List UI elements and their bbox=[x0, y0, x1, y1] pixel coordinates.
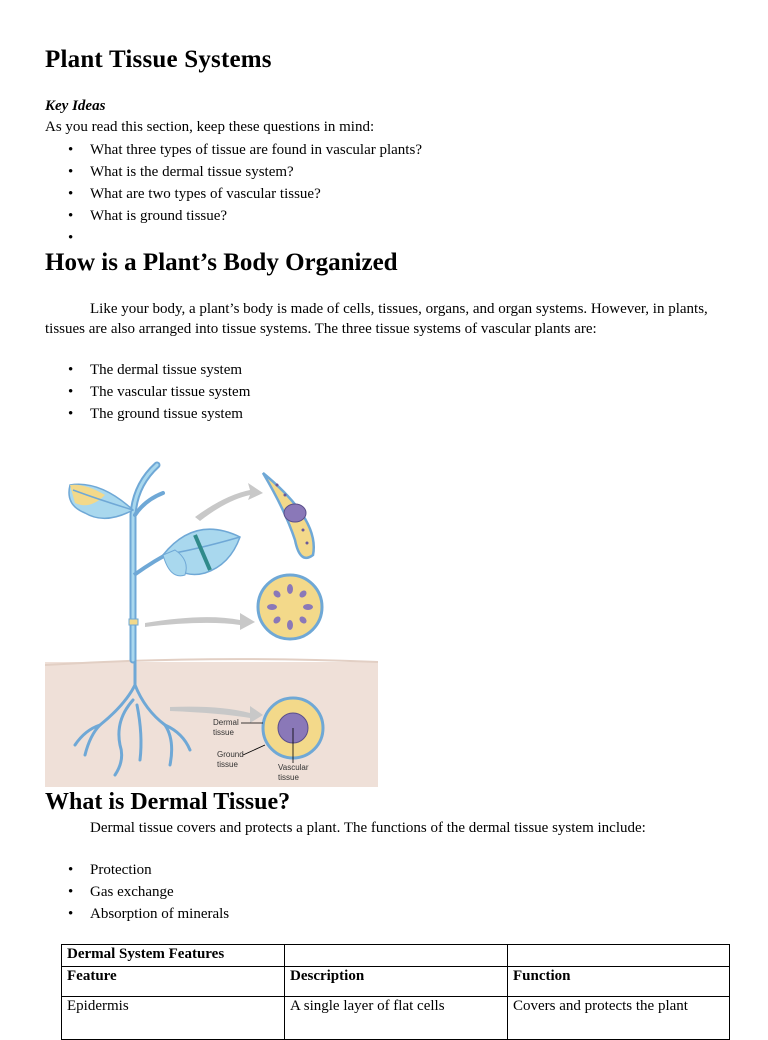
list-item: • The dermal tissue system bbox=[68, 359, 250, 381]
table-cell: Epidermis bbox=[62, 997, 285, 1040]
stem-cut-marker bbox=[129, 619, 138, 625]
key-ideas-intro: As you read this section, keep these questions in mind: bbox=[45, 119, 375, 135]
key-questions-list bbox=[68, 139, 422, 249]
header-description: Description bbox=[285, 967, 508, 997]
list-item bbox=[68, 227, 422, 249]
list-item: • Gas exchange bbox=[68, 881, 229, 903]
section-heading-organized: How is a Plant’s Body Organized bbox=[45, 249, 398, 276]
header-feature: Feature bbox=[62, 967, 285, 997]
table-header-row bbox=[62, 967, 730, 997]
list-item: • What is the dermal tissue system? bbox=[68, 161, 422, 183]
list-item: • What are two types of vascular tissue? bbox=[68, 183, 422, 205]
page-title: Plant Tissue Systems bbox=[45, 46, 272, 73]
label-dermal-1: Dermal bbox=[213, 718, 239, 727]
leaf-cross-section bbox=[263, 473, 314, 558]
right-leaf bbox=[163, 529, 240, 576]
stem-cross-section bbox=[258, 575, 322, 639]
label-ground-2: tissue bbox=[217, 760, 238, 769]
label-dermal-2: tissue bbox=[213, 728, 234, 737]
soil-area bbox=[45, 662, 378, 787]
organized-paragraph bbox=[45, 299, 713, 339]
list-item: • Absorption of minerals bbox=[68, 903, 229, 925]
list-item: • The ground tissue system bbox=[68, 403, 250, 425]
table-row bbox=[62, 997, 730, 1040]
label-vascular-1: Vascular bbox=[278, 763, 309, 772]
dermal-paragraph-text: Dermal tissue covers and protects a plant. The functions of the dermal tissue system include: bbox=[90, 820, 646, 836]
header-function: Function bbox=[508, 967, 730, 997]
list-item: • What three types of tissue are found in vascular plants? bbox=[68, 139, 422, 161]
key-ideas-heading: Key Ideas bbox=[45, 98, 106, 114]
label-vascular-2: tissue bbox=[278, 773, 299, 782]
dermal-paragraph bbox=[45, 818, 713, 838]
left-leaf bbox=[69, 484, 133, 518]
label-ground-1: Ground bbox=[217, 750, 244, 759]
plant-tissue-figure bbox=[45, 455, 378, 787]
table-cell: A single layer of flat cells bbox=[285, 997, 508, 1040]
table-caption-row bbox=[62, 945, 730, 967]
organized-paragraph-text: Like your body, a plant’s body is made of cells, tissues, organs, and organ systems. However, in plants, tissues are also arranged into tissue systems. The three tissue systems of vascular plants are: bbox=[45, 301, 708, 337]
list-item: • What is ground tissue? bbox=[68, 205, 422, 227]
list-item: • Protection bbox=[68, 859, 229, 881]
table-caption: Dermal System Features bbox=[62, 945, 285, 967]
dermal-features-table bbox=[61, 944, 730, 1040]
table-cell: Covers and protects the plant bbox=[508, 997, 730, 1040]
list-item: • The vascular tissue system bbox=[68, 381, 250, 403]
section-heading-dermal: What is Dermal Tissue? bbox=[45, 789, 291, 815]
tissue-systems-list bbox=[68, 359, 250, 425]
dermal-functions-list bbox=[68, 859, 229, 925]
